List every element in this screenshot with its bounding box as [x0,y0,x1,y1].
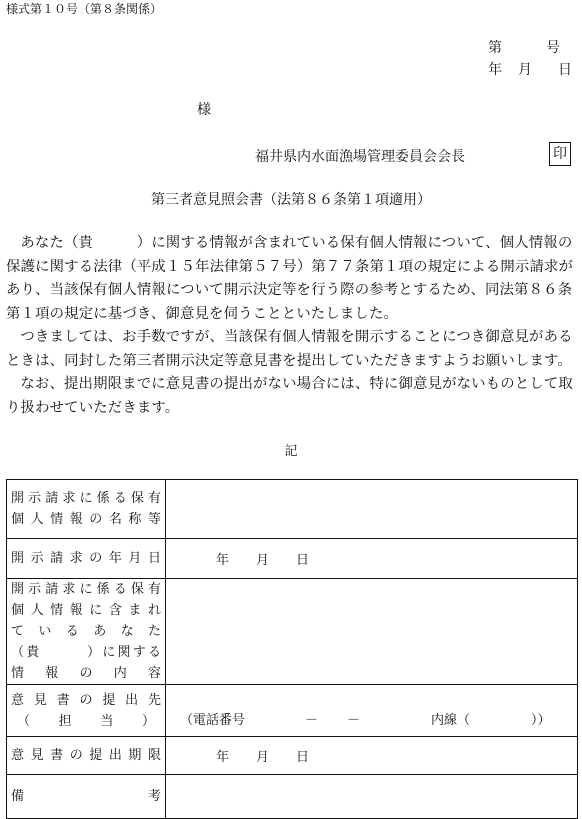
document-number [488,37,560,57]
table-row [7,579,578,685]
value-info-content [166,579,578,685]
date-month: 月 [256,553,270,568]
document-title: 第三者意見照会書（法第８６条第１項適用） [151,192,431,208]
phone-label: （電話番号 [180,713,246,728]
phone-dash: － [305,713,319,728]
date-day: 日 [296,553,310,568]
label-line: 開示請求に係る保有 [11,582,161,597]
date-month: 月 [256,750,270,765]
label-line: 個人情報に含まれ [11,603,161,618]
issue-date [488,59,572,79]
details-table [6,479,578,819]
label-line: 情報の内容 [11,666,161,681]
table-row [7,480,578,539]
value-info-name [166,480,578,539]
row-label-info-content [7,579,166,685]
label-line: 個人情報の名称等 [11,512,161,527]
sender-name: 福井県内水面漁場管理委員会会長 [255,149,465,165]
date-month: 月 [518,62,532,78]
closing-parens: ）） [531,713,551,728]
number-prefix: 第 [488,40,502,56]
value-request-date [166,539,578,579]
row-label-deadline [7,737,166,775]
value-submission-destination [166,685,578,737]
label-line: ているあなた [11,624,161,639]
seal-box: 印 [549,142,571,166]
label-line: 意見書の提出先 [11,692,161,708]
date-day: 日 [558,62,572,78]
body-text [6,232,578,420]
label-line: 開示請求の年月日 [11,551,161,566]
addressee-honorific: 様 [197,102,211,118]
body-paragraph: なお、提出期限までに意見書の提出がない場合には、特に御意見がないものとして取り扱わせていただきます。 [6,376,573,416]
ki-heading: 記 [284,444,298,459]
date-day: 日 [296,750,310,765]
row-label-info-name [7,480,166,539]
label-line: （貴 ）に関する [11,645,161,660]
label-line: 意見書の提出期限 [11,748,161,763]
label-line: 開示請求に係る保有 [11,491,161,506]
value-deadline [166,737,578,775]
table-row [7,685,578,737]
form-number: 様式第１０号（第８条関係） [6,2,163,16]
number-suffix: 号 [546,40,560,56]
row-label-submission-destination [7,685,166,737]
table-row [7,539,578,579]
table-row [7,737,578,775]
row-label-remarks [7,775,166,819]
body-paragraph: つきましては、お手数ですが、当該保有個人情報を開示することにつき御意見があるときは、同封した第三者開示決定等意見書を提出していただきますようお願いします。 [6,329,573,369]
table-row [7,775,578,819]
extension-label: 内線（ [431,713,471,728]
label-line: （担当） [17,713,155,729]
body-paragraph: あなた（貴 ）に関する情報が含まれている保有個人情報について、個人情報の保護に関する法律（平成１５年法律第５７号）第７７条第１項の規定による開示請求があり、当該保有個人情報について開示決定等を行う際の参考とするため、同法第８６条第１項の規定に基づき、御意見を伺うことといたしました。 [6,235,574,322]
value-remarks [166,775,578,819]
row-label-request-date [7,539,166,579]
phone-dash: － [347,713,361,728]
date-year: 年 [216,553,230,568]
date-year: 年 [216,750,230,765]
label-line: 備考 [11,789,161,804]
date-year: 年 [488,62,502,78]
